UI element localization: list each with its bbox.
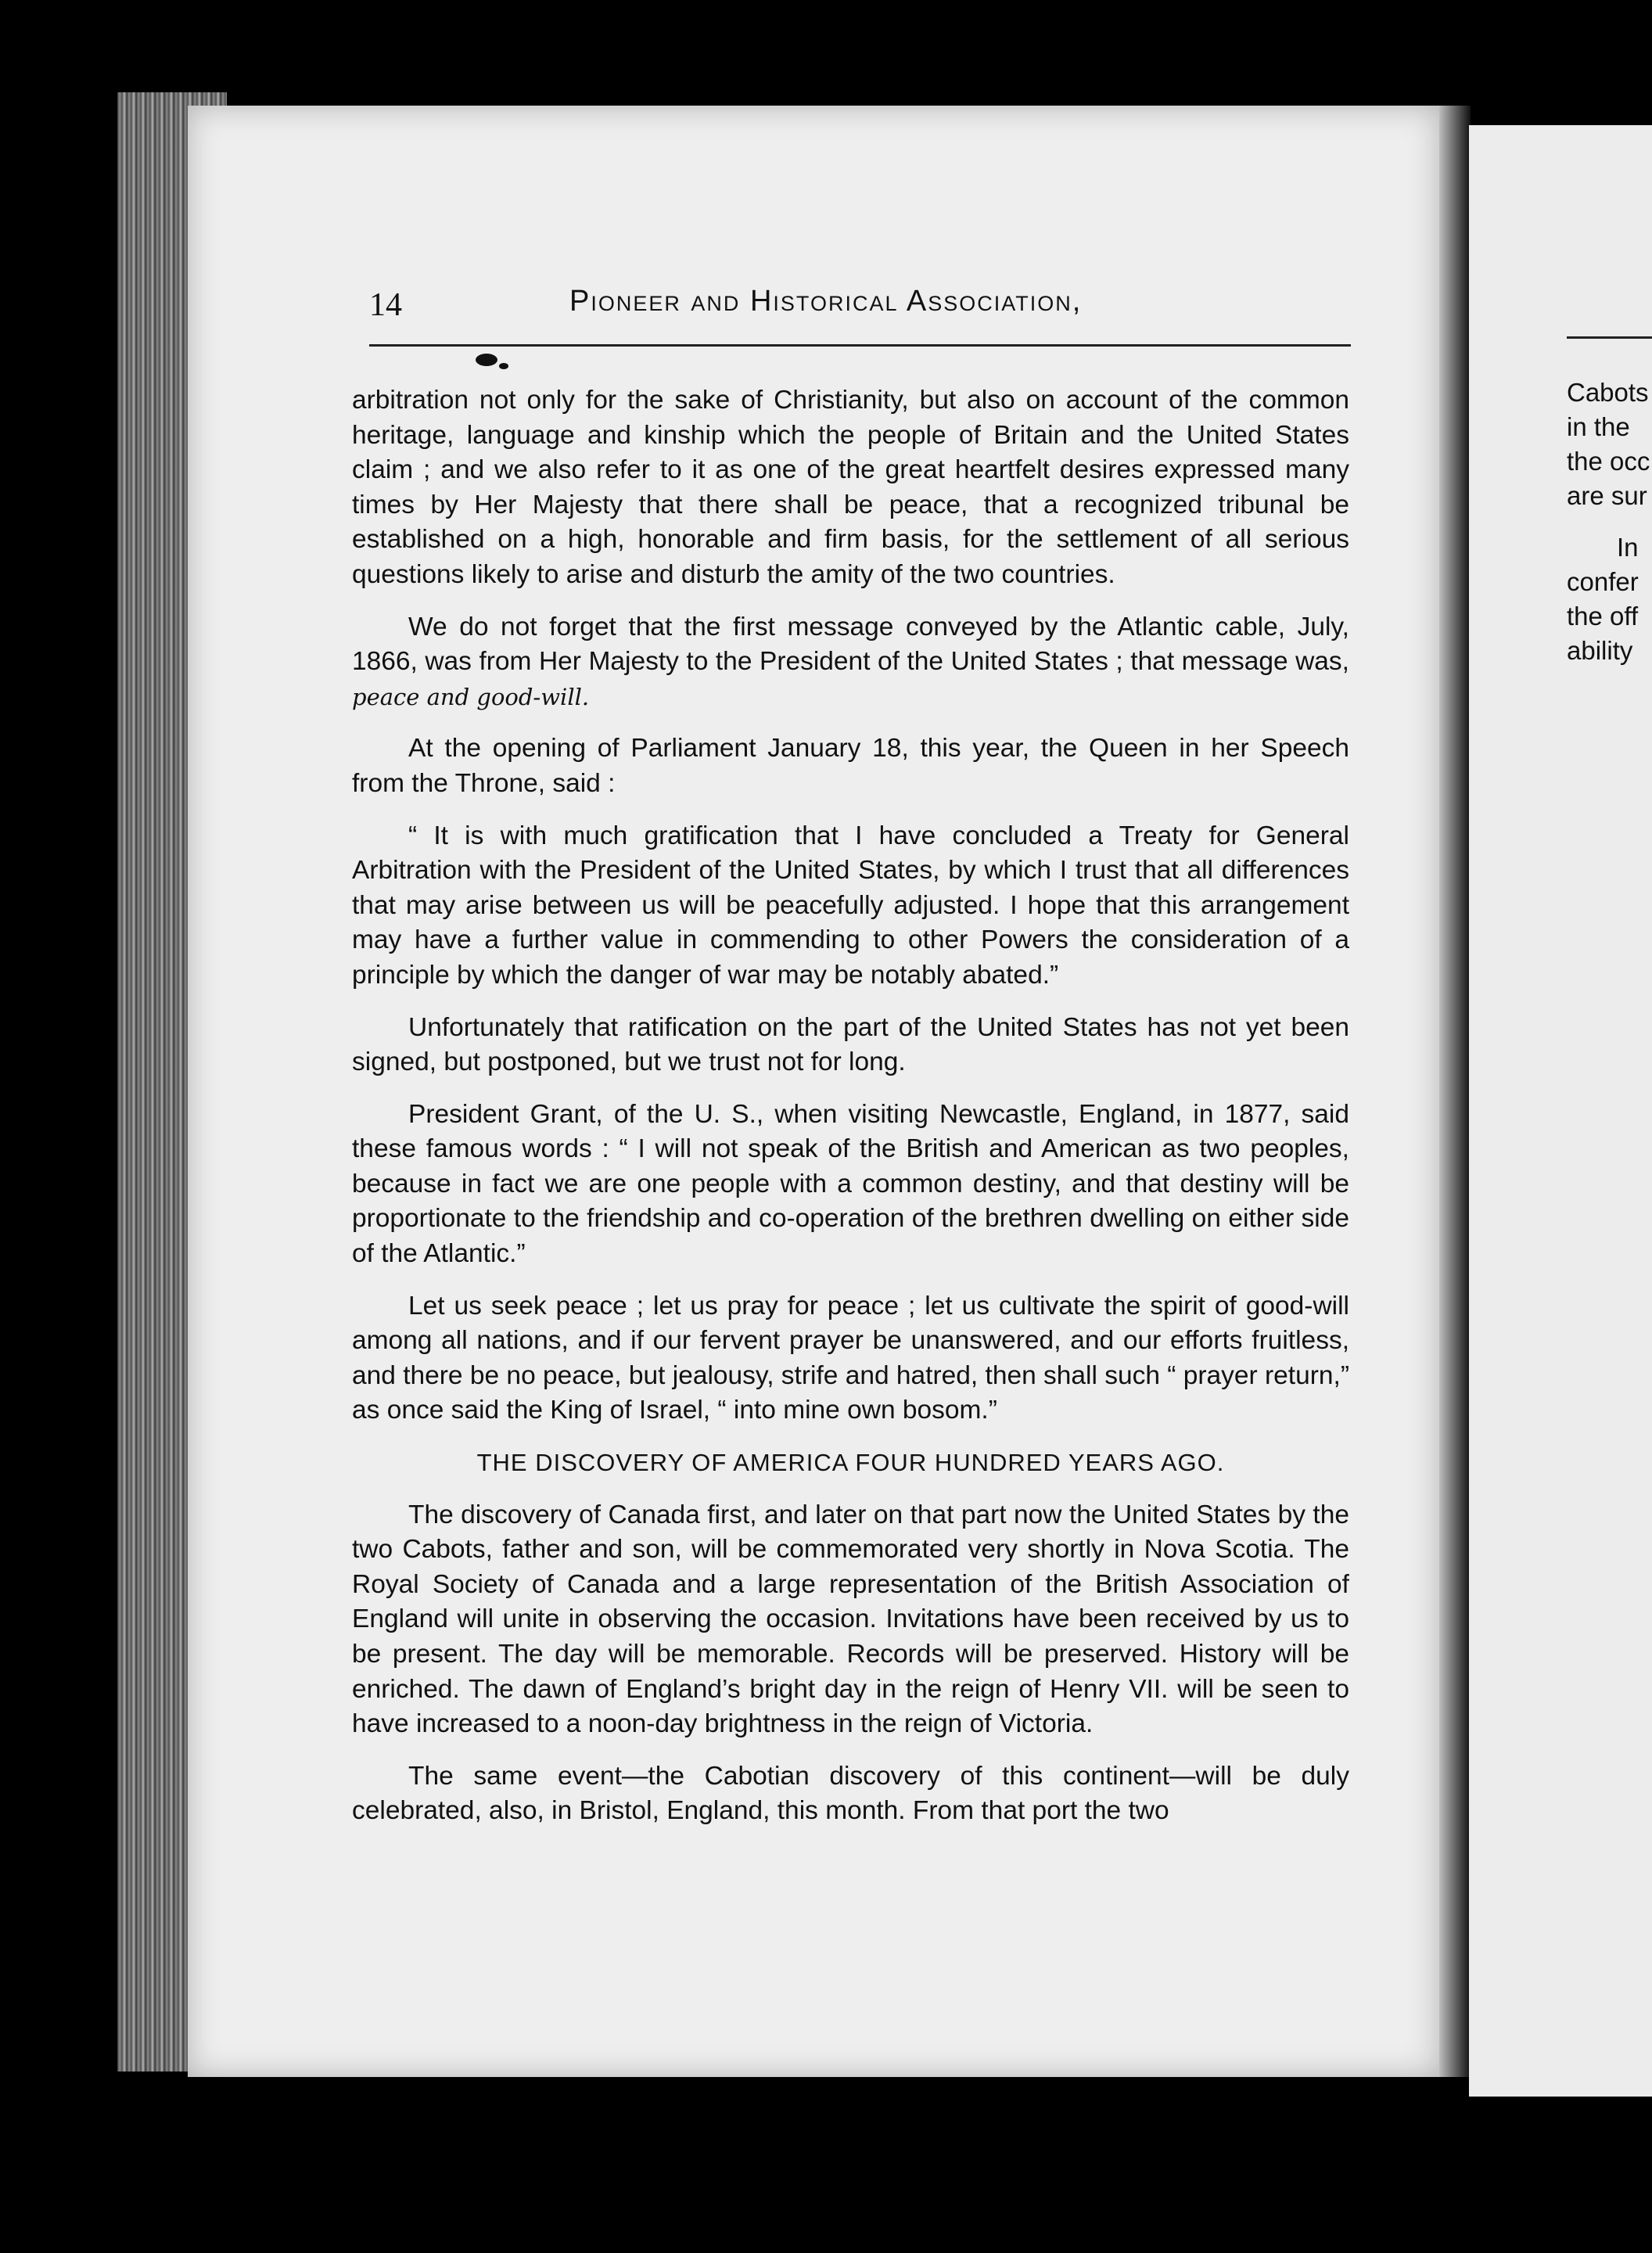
right-page-line: In (1617, 533, 1639, 562)
quote-paragraph: “ It is with much gratification that I have concluded a Treaty for General Arbitration with the President of the United States, by which I trust that all differences that may arise between us will be peacefully adjusted. I hope that this arrangement may have a further value in commending to other Powers the consideration of a principle by which the danger of war may be notably abated.” (352, 821, 1349, 990)
paragraph-text: We do not forget that the first message conveyed by the Atlantic cable, July, 1866, was from Her Majesty to the President of the United States ; that message was, (352, 612, 1349, 677)
header-rule (369, 344, 1351, 347)
right-page-line: in the (1567, 412, 1630, 441)
paragraph: Let us seek peace ; let us pray for peace ; let us cultivate the spirit of good-will among all nations, and if our fervent prayer be unanswered, and our efforts fruitless, and there be no peace, but jealousy, strife and hatred, then shall such “ prayer return,” as once said the King of Israel, “ into mine own bosom.” (352, 1291, 1349, 1425)
section-heading: THE DISCOVERY OF AMERICA FOUR HUNDRED YEARS AGO. (476, 1449, 1225, 1477)
right-page-line: ability (1567, 636, 1633, 665)
paragraph: At the opening of Parliament January 18, this year, the Queen in her Speech from the Throne, said : (352, 734, 1349, 798)
paragraph: arbitration not only for the sake of Christianity, but also on account of the common heritage, language and kinship which the people of Britain and the United States claim ; and we also refer to it as one of the great heartfelt desires expressed many times by Her Majesty that there shall be peace, that a recognized tribunal be established on a high, honorable and firm basis, for the settlement of all serious questions likely to arise and disturb the amity of the two countries. (352, 386, 1349, 589)
right-page-line: are sur (1567, 481, 1647, 510)
book-gutter (1439, 106, 1471, 2077)
italic-phrase: peace and good-will. (352, 683, 590, 710)
right-page-line: Cabots (1567, 378, 1649, 407)
running-head (366, 282, 1348, 336)
paragraph: The same event—the Cabotian discovery of this continent—will be duly celebrated, also, in Bristol, England, this month. From that port the two (352, 1761, 1349, 1826)
paragraph: President Grant, of the U. S., when visiting Newcastle, England, in 1877, said these famous words : “ I will not speak of the British and American as two peoples, because in fact we are one people with a common destiny, and that destiny will be proportionate to the friendship and co-operation of the brethren dwelling on either side of the Atlantic.” (352, 1099, 1349, 1269)
right-page-line: confer (1567, 567, 1639, 596)
right-page-header-rule (1567, 336, 1652, 339)
paragraph: Unfortunately that ratification on the part of the United States has not yet been signed, but postponed, but we trust not for long. (352, 1012, 1349, 1077)
page-number: 14 (369, 287, 402, 323)
paragraph: The discovery of Canada first, and later on that part now the United States by the two Cabots, father and son, will be commemorated very shortly in Nova Scotia. The Royal Society of Canada and a large representation of the British Association of England will unite in observing the occasion. Invitations have been received by us to be present. The day will be memorable. Records will be preserved. History will be enriched. The dawn of England’s bright day in the reign of Henry VII. will be seen to have increased to a noon-day brightness in the reign of Victoria. (352, 1500, 1349, 1739)
running-head-title: Pioneer and Historical Association, (569, 285, 1083, 318)
ink-blot-mark (469, 344, 516, 376)
body-text (352, 383, 1349, 1846)
right-page-line: the occ (1567, 447, 1650, 476)
paragraph (352, 610, 1349, 715)
right-page-line: the off (1567, 602, 1639, 631)
